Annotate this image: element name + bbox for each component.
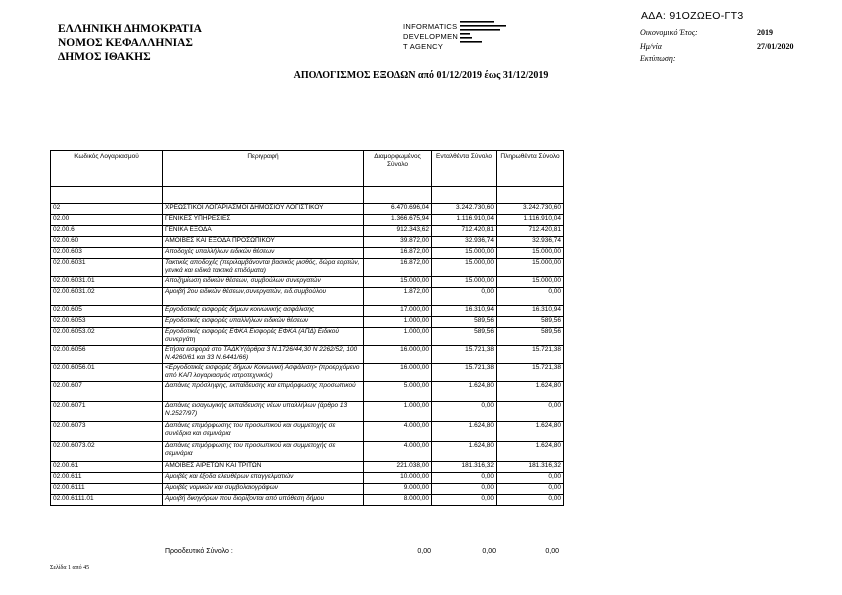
cell-paid: 589,56: [497, 317, 564, 328]
cell-budget: 16.872,00: [364, 259, 432, 277]
cell-description: Αμοιβή 2ου ειδικών θέσεων,συνεργατών, ειδ.συμβούλου: [163, 288, 364, 306]
date-value: 27/01/2020: [757, 42, 794, 51]
cell-budget: 39.872,00: [364, 237, 432, 248]
cell-budget: 6.470.696,04: [364, 204, 432, 215]
col-header-committed: Ενταλθέντα Σύνολο: [432, 151, 497, 187]
cell-description: Αποδοχές υπαλλήλων ειδικών θέσεων: [163, 248, 364, 259]
cell-description: Αμοιβές και έξοδα ελευθέρων επαγγελματιών: [163, 473, 364, 484]
cell-code: 02.00.6031.01: [51, 277, 163, 288]
cell-budget: 10.000,00: [364, 473, 432, 484]
signature-fine-print: [460, 21, 522, 53]
cell-code: 02.00.6056.01: [51, 364, 163, 382]
digital-signature-title: [403, 22, 458, 52]
cell-paid: 16.310,94: [497, 306, 564, 317]
table-row: [51, 364, 564, 382]
table-row: [51, 473, 564, 484]
cell-budget: 4.000,00: [364, 422, 432, 442]
table-row: [51, 215, 564, 226]
cell-budget: 4.000,00: [364, 442, 432, 462]
print-label: Εκτύπωση:: [640, 54, 676, 63]
cell-code: 02.00.61: [51, 462, 163, 473]
cell-description: Ετήσια εισφορά στο ΤΑΔΚΥ(άρθρα 3 Ν.1726/44,30 Ν 2262/52, 100 Ν.4260/61 και 33 Ν.6441/66): [163, 346, 364, 364]
cell-committed: 1.116.910,04: [432, 215, 497, 226]
cell-description: ΧΡΕΩΣΤΙΚΟΙ ΛΟΓΑΡΙΑΣΜΟΙ ΔΗΜΟΣΙΟΥ ΛΟΓΙΣΤΙΚΟΥ: [163, 204, 364, 215]
org-line-1: ΕΛΛΗΝΙΚΗ ΔΗΜΟΚΡΑΤΙΑ: [58, 23, 202, 35]
cell-budget: 912.343,62: [364, 226, 432, 237]
cell-committed: 0,00: [432, 402, 497, 422]
table-row: [51, 288, 564, 306]
table-row: [51, 495, 564, 506]
cell-committed: 0,00: [432, 473, 497, 484]
cell-committed: 15.000,00: [432, 277, 497, 288]
cell-committed: 15.000,00: [432, 248, 497, 259]
report-title: ΑΠΟΛΟΓΙΣΜΟΣ ΕΞΟΔΩΝ από 01/12/2019 έως 31/12/2019: [293, 70, 549, 81]
date-label: Ημ/νία: [640, 42, 662, 51]
progressive-total-budget: 0,00: [417, 548, 431, 555]
cell-committed: 712.420,81: [432, 226, 497, 237]
cell-paid: 15.000,00: [497, 277, 564, 288]
cell-committed: 3.242.730,60: [432, 204, 497, 215]
cell-description: Εργοδοτικές εισφορές ΕΦΚΑ Εισφορές ΕΦΚΑ (ΑΠΔ) Ειδικού συνεργάτη: [163, 328, 364, 346]
cell-paid: 1.624,80: [497, 382, 564, 402]
cell-paid: 1.624,80: [497, 442, 564, 462]
signature-line-3: T AGENCY: [403, 42, 444, 51]
cell-committed: 16.310,94: [432, 306, 497, 317]
cell-committed: 15.721,38: [432, 346, 497, 364]
table-header-row: [51, 151, 564, 187]
cell-budget: 1.872,00: [364, 288, 432, 306]
blank-row: [51, 187, 564, 204]
ada-code: ΑΔΑ: 91ΟΖΩΕΟ-ΓΤ3: [641, 10, 744, 22]
cell-committed: 0,00: [432, 288, 497, 306]
cell-budget: 9.000,00: [364, 484, 432, 495]
cell-description: ΑΜΟΙΒΕΣ ΑΙΡΕΤΩΝ ΚΑΙ ΤΡΙΤΩΝ: [163, 462, 364, 473]
cell-code: 02.00.603: [51, 248, 163, 259]
cell-paid: 0,00: [497, 495, 564, 506]
cell-code: 02: [51, 204, 163, 215]
cell-code: 02.00.60: [51, 237, 163, 248]
cell-committed: 1.624,80: [432, 442, 497, 462]
cell-description: Τακτικές αποδοχές (περιλαμβάνονται βασικός μισθός, δώρα εορτών, γενικά και ειδικά τακτικά επιδόματα): [163, 259, 364, 277]
table-row: [51, 237, 564, 248]
table-row: [51, 328, 564, 346]
cell-paid: 15.721,38: [497, 346, 564, 364]
table-row: [51, 317, 564, 328]
progressive-total-committed: 0,00: [482, 548, 496, 555]
cell-code: 02.00: [51, 215, 163, 226]
blank-cell: [51, 187, 163, 204]
cell-paid: 15.721,38: [497, 364, 564, 382]
table-row: [51, 204, 564, 215]
cell-paid: 0,00: [497, 288, 564, 306]
blank-cell: [364, 187, 432, 204]
signature-line-1: INFORMATICS: [403, 22, 458, 31]
table-row: [51, 306, 564, 317]
cell-paid: 589,56: [497, 328, 564, 346]
cell-committed: 589,56: [432, 317, 497, 328]
cell-committed: 15.000,00: [432, 259, 497, 277]
table-row: [51, 484, 564, 495]
cell-description: <Εργοδοτικές εισφορές δήμων Κοινωνική Ασφάλιση> (προερχόμενο από ΚΑΠ λογαριασμός ιατροτεχνικός): [163, 364, 364, 382]
table-row: [51, 346, 564, 364]
blank-cell: [432, 187, 497, 204]
expenses-table: [50, 150, 564, 506]
table-row: [51, 226, 564, 237]
cell-code: 02.00.6053.02: [51, 328, 163, 346]
progressive-total-label: Προοδευτικό Σύνολο :: [165, 548, 233, 555]
cell-budget: 5.000,00: [364, 382, 432, 402]
cell-budget: 15.000,00: [364, 277, 432, 288]
cell-committed: 0,00: [432, 484, 497, 495]
col-header-description: Περιγραφή: [163, 151, 364, 187]
cell-paid: 1.624,80: [497, 422, 564, 442]
blank-cell: [497, 187, 564, 204]
cell-description: Αμοιβή δικηγόρων που διορίζονται από υπόθεση δήμου: [163, 495, 364, 506]
cell-committed: 589,56: [432, 328, 497, 346]
cell-paid: 0,00: [497, 402, 564, 422]
cell-code: 02.00.6071: [51, 402, 163, 422]
org-line-3: ΔΗΜΟΣ ΙΘΑΚΗΣ: [58, 51, 151, 63]
cell-paid: 15.000,00: [497, 248, 564, 259]
cell-description: Δαπάνες επιμόρφωσης του προσωπικού και συμμετοχής σε συνέδρια και σεμινάρια: [163, 422, 364, 442]
table-row: [51, 442, 564, 462]
cell-code: 02.00.6111: [51, 484, 163, 495]
cell-budget: 1.000,00: [364, 402, 432, 422]
cell-budget: 16.872,00: [364, 248, 432, 259]
table-row: [51, 402, 564, 422]
cell-code: 02.00.6031.02: [51, 288, 163, 306]
table-row: [51, 259, 564, 277]
cell-budget: 221.038,00: [364, 462, 432, 473]
fiscal-year-label: Οικονομικό Έτος:: [640, 28, 698, 37]
cell-paid: 712.420,81: [497, 226, 564, 237]
cell-paid: 32.936,74: [497, 237, 564, 248]
cell-paid: 15.000,00: [497, 259, 564, 277]
cell-paid: 0,00: [497, 484, 564, 495]
cell-description: Αμοιβές νομικών και συμβολαιογράφων: [163, 484, 364, 495]
cell-code: 02.00.6031: [51, 259, 163, 277]
cell-budget: 1.366.675,94: [364, 215, 432, 226]
cell-budget: 8.000,00: [364, 495, 432, 506]
table-row: [51, 462, 564, 473]
col-header-paid: Πληρωθέντα Σύνολο: [497, 151, 564, 187]
cell-description: Αποζημίωση ειδικών θέσεων, συμβούλων συνεργατών: [163, 277, 364, 288]
cell-budget: 16.000,00: [364, 364, 432, 382]
table-row: [51, 382, 564, 402]
cell-budget: 1.000,00: [364, 328, 432, 346]
cell-description: Δαπάνες επιμόρφωσης του προσωπικού και συμμετοχής σε σεμινάρια: [163, 442, 364, 462]
cell-description: Εργοδοτικές εισφορές υπαλλήλων ειδικών θέσεων: [163, 317, 364, 328]
cell-description: Δαπάνες εισαγωγικής εκπαίδευσης νέων υπαλλήλων (άρθρο 13 Ν.2527/97): [163, 402, 364, 422]
cell-code: 02.00.607: [51, 382, 163, 402]
cell-code: 02.00.6: [51, 226, 163, 237]
signature-line-2: DEVELOPMEN: [403, 32, 459, 41]
col-header-budget: Διαμορφωμένος Σύνολο: [364, 151, 432, 187]
cell-committed: 0,00: [432, 495, 497, 506]
cell-budget: 17.000,00: [364, 306, 432, 317]
cell-code: 02.00.6056: [51, 346, 163, 364]
cell-committed: 1.624,80: [432, 382, 497, 402]
cell-committed: 32.936,74: [432, 237, 497, 248]
table-row: [51, 248, 564, 259]
fiscal-year-value: 2019: [757, 28, 773, 37]
cell-budget: 1.000,00: [364, 317, 432, 328]
cell-code: 02.00.6073: [51, 422, 163, 442]
cell-committed: 181.316,32: [432, 462, 497, 473]
cell-committed: 1.624,80: [432, 422, 497, 442]
org-line-2: ΝΟΜΟΣ ΚΕΦΑΛΛΗΝΙΑΣ: [58, 37, 193, 49]
cell-description: ΓΕΝΙΚΑ ΕΞΟΔΑ: [163, 226, 364, 237]
cell-code: 02.00.6073.02: [51, 442, 163, 462]
cell-committed: 15.721,38: [432, 364, 497, 382]
cell-code: 02.00.605: [51, 306, 163, 317]
col-header-code: Κωδικός Λογαριασμού: [51, 151, 163, 187]
cell-paid: 3.242.730,60: [497, 204, 564, 215]
cell-description: Εργοδοτικές εισφορές δήμων κοινωνικής ασφάλισης: [163, 306, 364, 317]
cell-description: Δαπάνες πρόσληψης, εκπαίδευσης και επιμόρφωσης προσωπικού: [163, 382, 364, 402]
blank-cell: [163, 187, 364, 204]
page-number: Σελίδα 1 από 45: [50, 565, 90, 571]
progressive-total-paid: 0,00: [545, 548, 559, 555]
table-body: [51, 187, 564, 506]
cell-paid: 181.316,32: [497, 462, 564, 473]
table-row: [51, 422, 564, 442]
cell-paid: 1.116.910,04: [497, 215, 564, 226]
cell-code: 02.00.6111.01: [51, 495, 163, 506]
table-row: [51, 277, 564, 288]
cell-code: 02.00.611: [51, 473, 163, 484]
cell-budget: 16.000,00: [364, 346, 432, 364]
cell-description: ΓΕΝΙΚΕΣ ΥΠΗΡΕΣΙΕΣ: [163, 215, 364, 226]
cell-code: 02.00.6053: [51, 317, 163, 328]
cell-paid: 0,00: [497, 473, 564, 484]
cell-description: ΑΜΟΙΒΕΣ ΚΑΙ ΕΞΟΔΑ ΠΡΟΣΩΠΙΚΟΥ: [163, 237, 364, 248]
